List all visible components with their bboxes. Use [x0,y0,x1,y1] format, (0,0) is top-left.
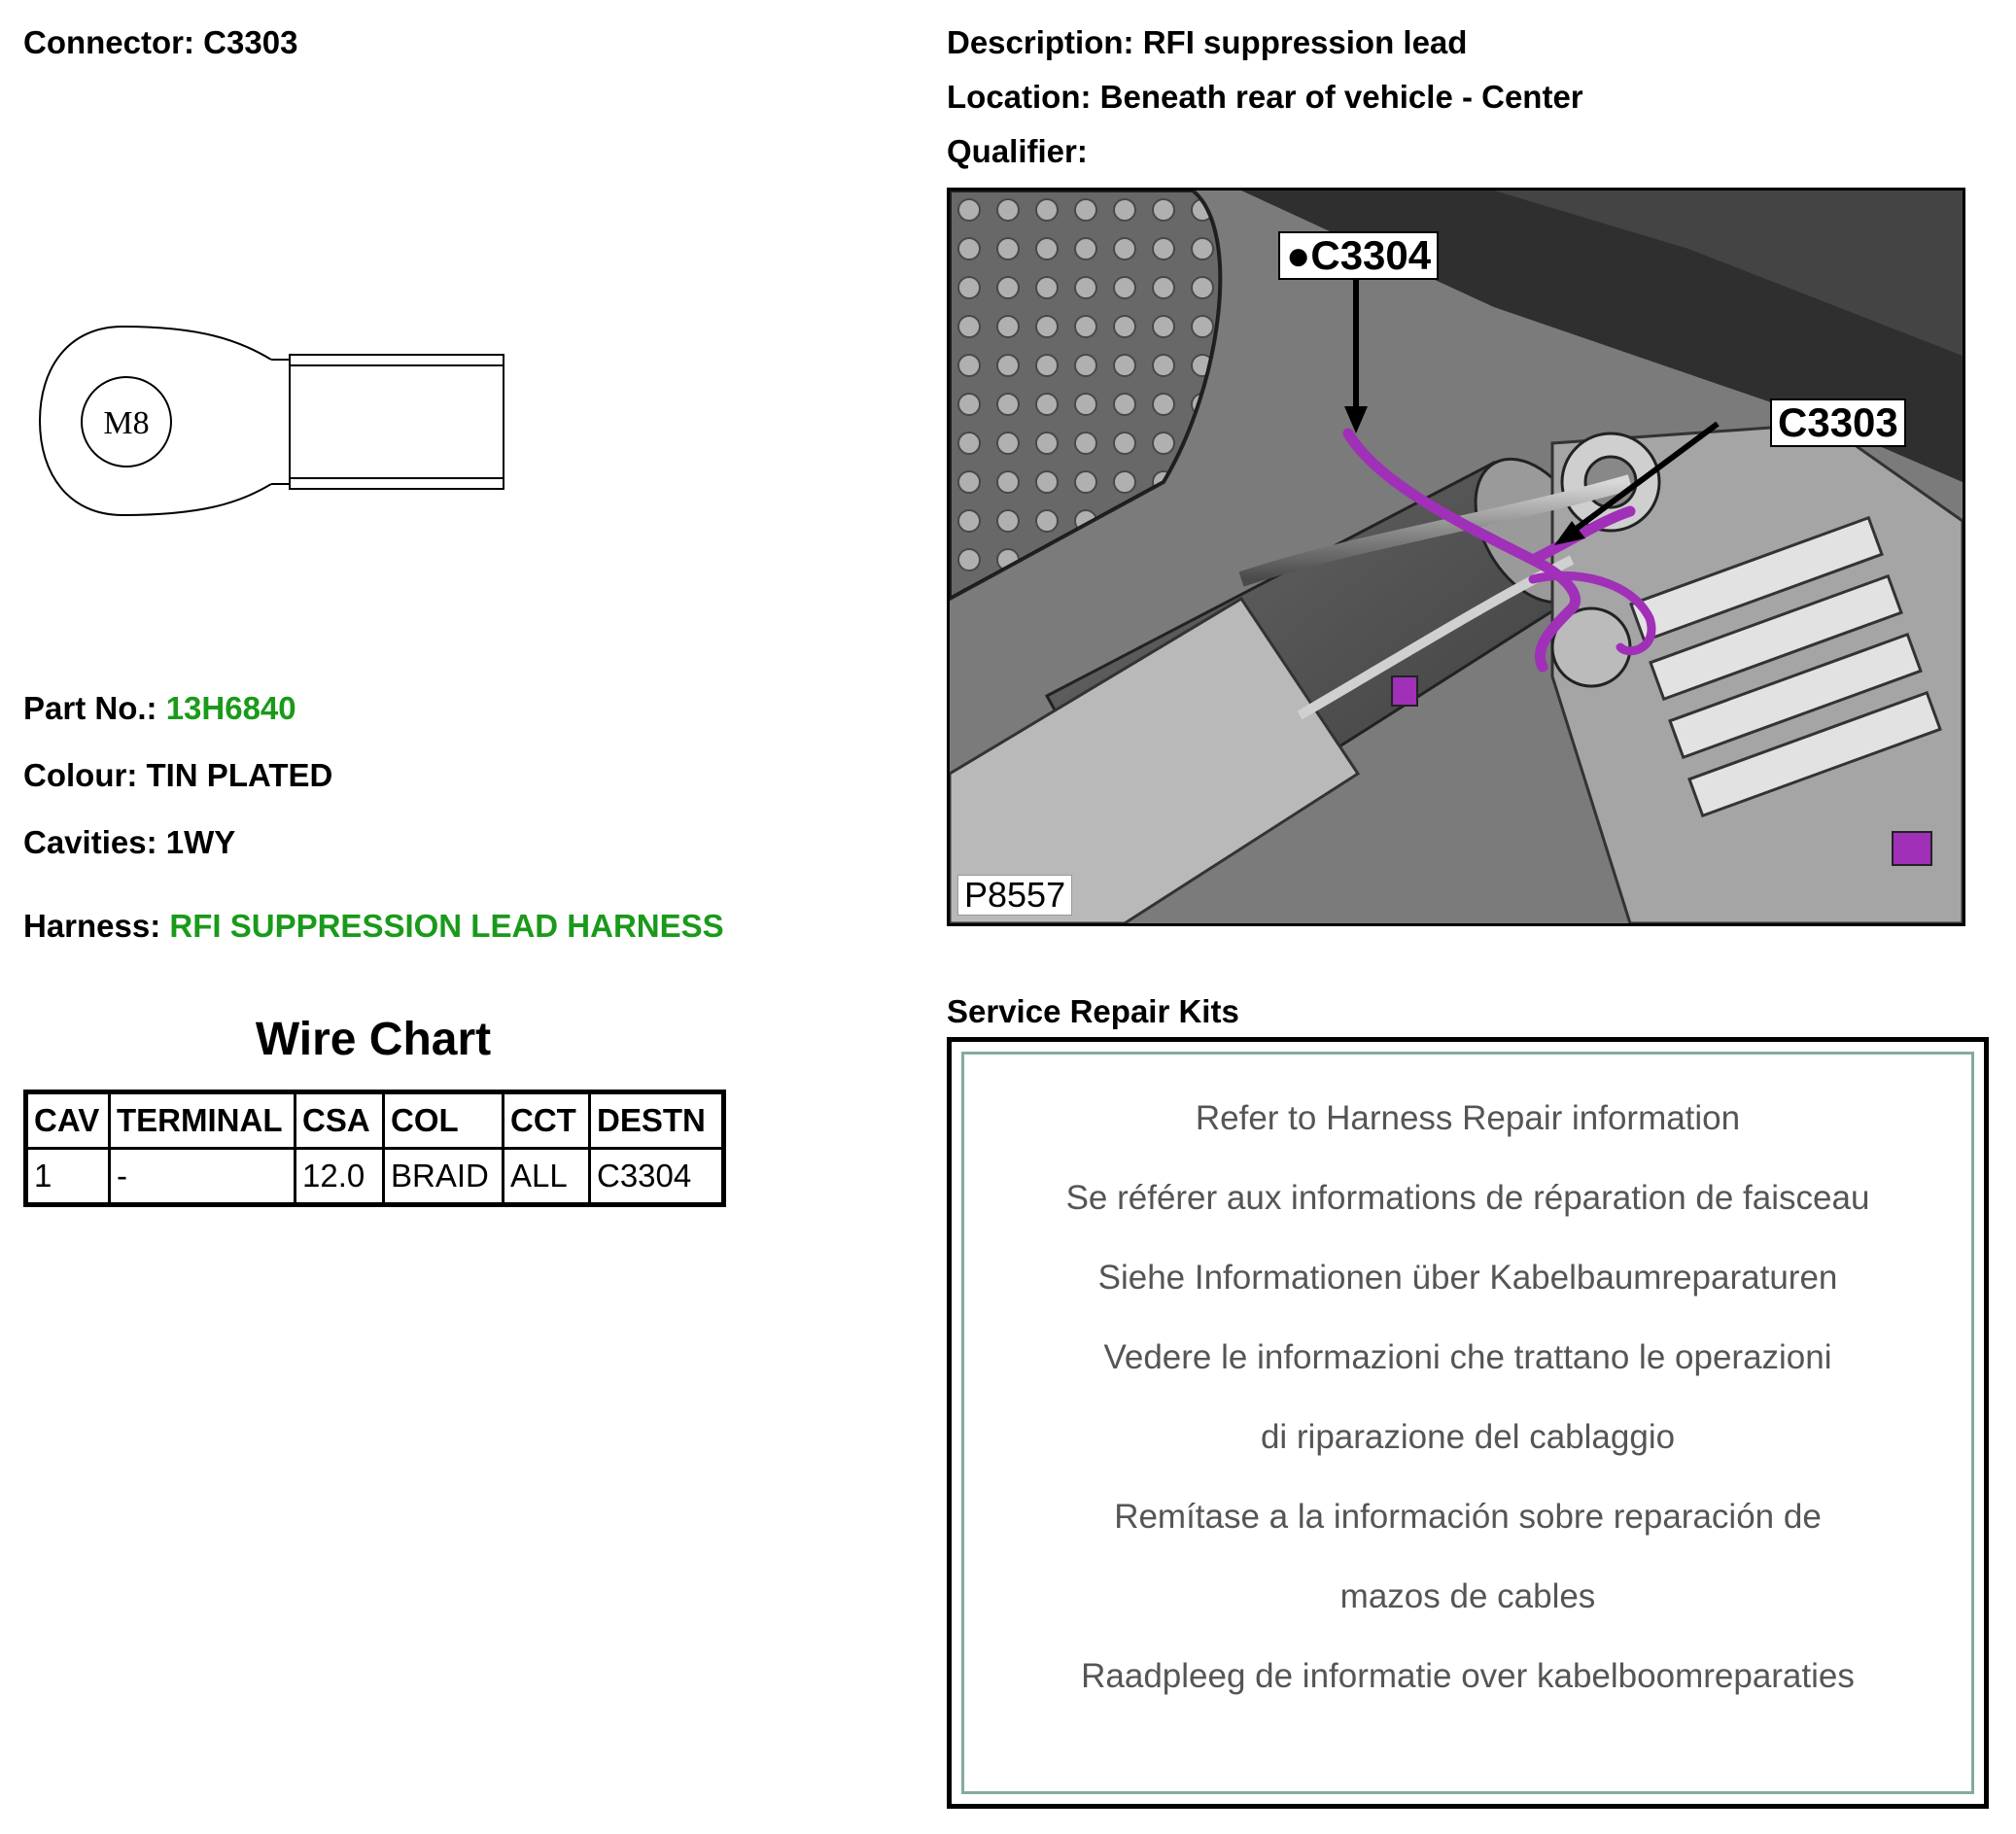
stud-size-label: M8 [103,405,150,441]
service-repair-kits-title: Service Repair Kits [947,993,1239,1029]
qualifier-field [947,135,1088,167]
column-header-csa: CSA [295,1092,384,1149]
wire-chart-table [23,1090,726,1207]
service-repair-kits-text [964,1099,1971,1737]
location-value: Beneath rear of vehicle - Center [1099,79,1583,115]
cavities-field [23,826,235,858]
cavities-label: Cavities: [23,824,157,860]
harness-field [23,910,724,942]
cell-csa: 12.0 [295,1149,384,1205]
service-repair-kits-inner-frame [961,1052,1974,1794]
cell-destn: C3304 [590,1149,724,1205]
harness-label: Harness: [23,908,161,944]
colour-value: TIN PLATED [146,757,333,793]
column-header-cav: CAV [26,1092,110,1149]
column-header-col: COL [384,1092,504,1149]
location-photo [947,188,1965,926]
callout-c3303: C3303 [1770,398,1906,447]
description-value: RFI suppression lead [1142,24,1468,60]
part-number-link[interactable]: 13H6840 [165,690,296,726]
cell-cav: 1 [26,1149,110,1205]
kit-line-de: Siehe Informationen über Kabelbaumreparaturen [1097,1259,1838,1297]
cell-col: BRAID [384,1149,504,1205]
part-number-label: Part No.: [23,690,157,726]
table-row [26,1149,724,1205]
kit-line-it-1: Vedere le informazioni che trattano le operazioni [1103,1338,1832,1376]
part-number-field [23,692,296,724]
kit-line-fr: Se référer aux informations de réparation de faisceau [1065,1179,1870,1217]
description-field [947,26,1467,58]
column-header-terminal: TERMINAL [110,1092,295,1149]
connector-field [23,26,297,58]
kit-line-it-2: di riparazione del cablaggio [1260,1418,1676,1456]
connector-label: Connector: [23,24,194,60]
qualifier-label: Qualifier: [947,133,1088,169]
image-id-label: P8557 [957,875,1072,916]
harness-link[interactable]: RFI SUPPRESSION LEAD HARNESS [169,908,724,944]
column-header-cct: CCT [504,1092,590,1149]
underbody-illustration [950,190,1963,923]
kit-line-en: Refer to Harness Repair information [1195,1099,1741,1137]
location-label: Location: [947,79,1092,115]
callout-c3304: ●C3304 [1278,231,1439,280]
location-field [947,81,1583,113]
cavities-value: 1WY [165,824,236,860]
cell-terminal: - [110,1149,295,1205]
service-repair-kits-box [947,1037,1989,1809]
colour-label: Colour: [23,757,138,793]
description-label: Description: [947,24,1134,60]
column-header-destn: DESTN [590,1092,724,1149]
cell-cct: ALL [504,1149,590,1205]
colour-field [23,759,332,791]
kit-line-es-1: Remítase a la información sobre reparación de [1114,1498,1822,1536]
connector-value: C3303 [203,24,298,60]
ring-terminal-diagram [35,319,511,523]
kit-line-nl: Raadpleeg de informatie over kabelboomreparaties [1081,1657,1855,1695]
table-header-row [26,1092,724,1149]
kit-line-es-2: mazos de cables [1339,1577,1596,1615]
wire-chart-title: Wire Chart [255,1014,492,1065]
